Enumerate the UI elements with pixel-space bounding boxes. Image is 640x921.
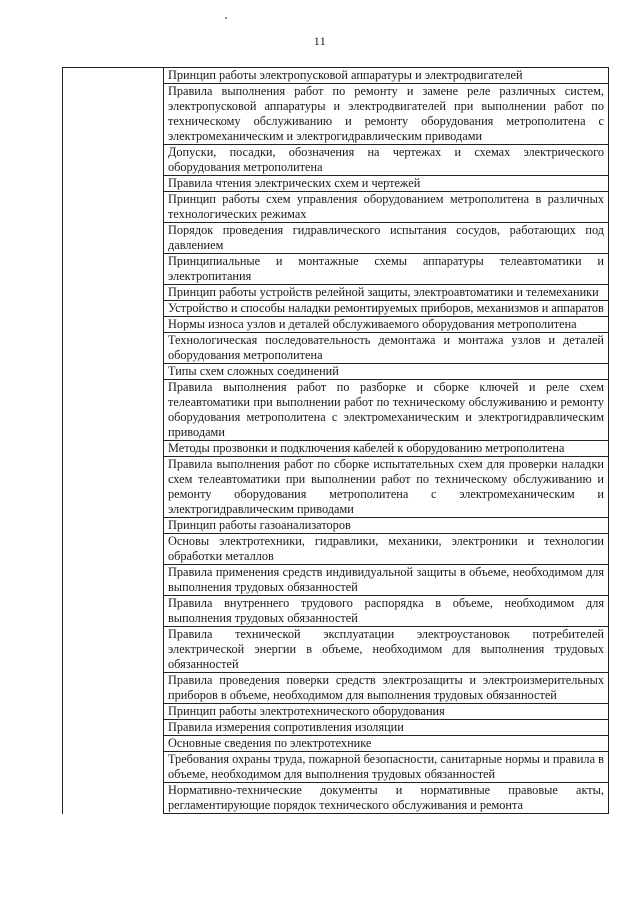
requirement-text: Устройство и способы наладки ремонтируемых приборов, механизмов и аппаратов (164, 301, 609, 317)
requirement-text: Требования охраны труда, пожарной безопасности, санитарные нормы и правила в объеме, необходимом для выполнения трудовых обязанностей (164, 752, 609, 783)
requirement-text: Принцип работы электротехнического оборудования (164, 704, 609, 720)
table-row (63, 68, 609, 84)
requirement-text: Правила выполнения работ по ремонту и замене реле различных систем, электропусковой аппаратуры и электродвигателей при выполнении работ по техническому обслуживанию и ремонту оборудования метрополитена с электромеханическим и электрогидравлическим приводами (164, 84, 609, 145)
requirement-text: Основные сведения по электротехнике (164, 736, 609, 752)
requirement-text: Принцип работы схем управления оборудованием метрополитена в различных технологических режимах (164, 192, 609, 223)
page-number: 11 (313, 34, 327, 48)
requirement-text: Правила технической эксплуатации электроустановок потребителей электрической энергии в объеме, необходимом для выполнения трудовых обязанностей (164, 627, 609, 673)
requirement-text: Нормы износа узлов и деталей обслуживаемого оборудования метрополитена (164, 317, 609, 333)
empty-label-cell (63, 68, 164, 814)
requirement-text: Методы прозвонки и подключения кабелей к оборудованию метрополитена (164, 441, 609, 457)
requirement-text: Правила проведения поверки средств электрозащиты и электроизмерительных приборов в объеме, необходимом для выполнения трудовых обязанностей (164, 673, 609, 704)
requirement-text: Принцип работы газоанализаторов (164, 518, 609, 534)
requirements-table (62, 67, 609, 814)
requirement-text: Принцип работы электропусковой аппаратуры и электродвигателей (164, 68, 609, 84)
requirements-table-body (63, 68, 609, 814)
scan-speck (225, 17, 227, 19)
requirement-text: Основы электротехники, гидравлики, механики, электроники и технологии обработки металлов (164, 534, 609, 565)
requirement-text: Правила применения средств индивидуальной защиты в объеме, необходимом для выполнения трудовых обязанностей (164, 565, 609, 596)
requirement-text: Принцип работы устройств релейной защиты, электроавтоматики и телемеханики (164, 285, 609, 301)
requirement-text: Правила выполнения работ по сборке испытательных схем для проверки наладки схем телеавтоматики при выполнении работ по техническому обслуживанию и ремонту оборудования метрополитена с электромеханическим и электрогидравлическим приводами (164, 457, 609, 518)
requirement-text: Правила выполнения работ по разборке и сборке ключей и реле схем телеавтоматики при выполнении работ по техническому обслуживанию и ремонту оборудования метрополитена с электромеханическим и электрогидравлическим приводами (164, 380, 609, 441)
requirement-text: Нормативно-технические документы и нормативные правовые акты, регламентирующие порядок технического обслуживания и ремонта (164, 783, 609, 814)
requirement-text: Правила чтения электрических схем и чертежей (164, 176, 609, 192)
requirement-text: Правила измерения сопротивления изоляции (164, 720, 609, 736)
requirement-text: Технологическая последовательность демонтажа и монтажа узлов и деталей оборудования метрополитена (164, 333, 609, 364)
requirement-text: Допуски, посадки, обозначения на чертежах и схемах электрического оборудования метрополитена (164, 145, 609, 176)
requirement-text: Типы схем сложных соединений (164, 364, 609, 380)
requirement-text: Порядок проведения гидравлического испытания сосудов, работающих под давлением (164, 223, 609, 254)
requirement-text: Правила внутреннего трудового распорядка в объеме, необходимом для выполнения трудовых обязанностей (164, 596, 609, 627)
requirement-text: Принципиальные и монтажные схемы аппаратуры телеавтоматики и электропитания (164, 254, 609, 285)
